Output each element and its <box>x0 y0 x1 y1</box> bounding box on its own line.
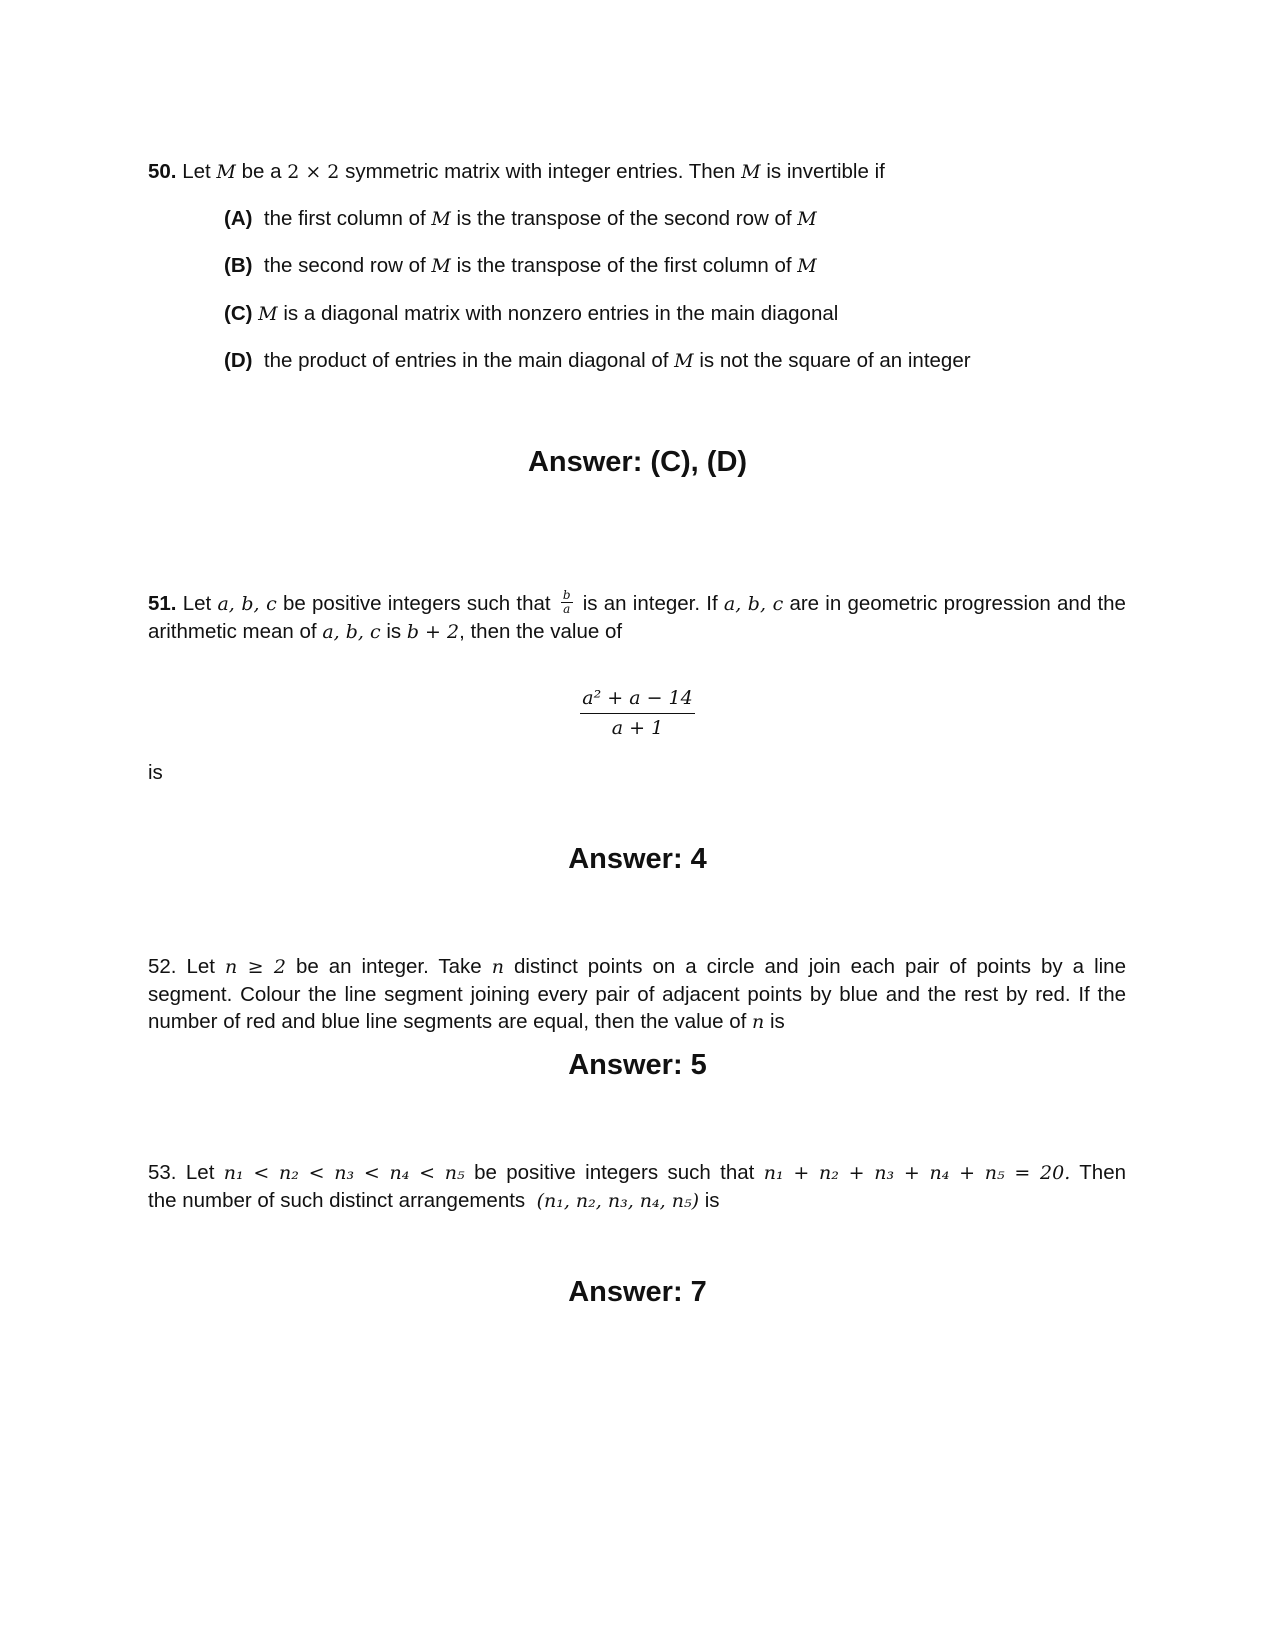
q50-var-m: M <box>216 161 236 183</box>
q52-line-1 <box>148 953 1126 981</box>
q51-line-2 <box>148 618 1126 646</box>
option-b-label: (B) <box>224 254 253 277</box>
q51-t2: be positive integers such that <box>283 592 551 615</box>
q52-n-2: n <box>752 1011 765 1033</box>
q50-option-c <box>224 300 838 328</box>
q51-line-1 <box>148 590 1126 618</box>
q51-stem <box>148 590 1126 646</box>
q51-expression <box>0 684 1275 742</box>
option-d-var-m: M <box>674 350 694 372</box>
q50-stem-d: is invertible if <box>766 160 885 183</box>
q51-abc-3: a, b, c <box>322 621 381 644</box>
option-b-text-b: is the transpose of the first column of <box>456 254 792 277</box>
option-c-var-m: M <box>258 303 278 325</box>
option-d-text-b: is not the square of an integer <box>699 349 971 372</box>
q52-line-2: segment. Colour the line segment joining every pair of adjacent points by blue and the rest by red. If the <box>148 983 1126 1006</box>
q51-frac-num: b <box>562 588 571 603</box>
q53-line2-a: the number of such distinct arrangements <box>148 1189 526 1212</box>
q50-stem <box>148 158 1126 186</box>
q51-expr-den: a + 1 <box>611 717 664 739</box>
q50-option-d <box>224 347 971 375</box>
q50-option-b <box>224 252 817 280</box>
option-c-text-b: is a diagonal matrix with nonzero entries in the main diagonal <box>283 302 839 325</box>
q51-t6: is <box>386 620 402 644</box>
q51-t7: , then the value of <box>459 620 623 644</box>
q53-answer: Answer: 7 <box>568 1276 707 1308</box>
q51-inline-fraction <box>561 589 573 616</box>
q53-line1-b: be positive integers such that <box>474 1161 755 1184</box>
q51-abc-2: a, b, c <box>723 593 784 615</box>
q53-line1-c: Then <box>1079 1161 1127 1184</box>
q51-abc: a, b, c <box>217 593 277 615</box>
q50-stem-a: Let <box>182 160 211 183</box>
option-d-text-a: the product of entries in the main diagonal of <box>263 349 669 372</box>
q51-is: is <box>148 761 163 784</box>
q50-stem-b: be a <box>241 160 282 183</box>
q51-answer: Answer: 4 <box>568 843 707 875</box>
q52-n: n <box>491 956 504 978</box>
q50-var-m-2: M <box>741 161 761 183</box>
q50-number: 50. <box>148 160 177 183</box>
q53-line2-b: is <box>704 1189 720 1212</box>
q51-t1: Let <box>182 592 212 615</box>
q50-option-a <box>224 205 817 233</box>
q52-stem <box>148 953 1126 1036</box>
q52-line1-a: 52. Let <box>148 955 215 978</box>
option-b-var-m: M <box>431 255 451 277</box>
q53-line-2 <box>148 1187 1126 1215</box>
q52-line-3 <box>148 1008 1126 1036</box>
q51-number: 51. <box>148 592 177 615</box>
q50-stem-c: symmetric matrix with integer entries. Then <box>345 160 736 183</box>
option-a-label: (A) <box>224 207 253 230</box>
option-a-text-b: is the transpose of the second row of <box>456 207 792 230</box>
q51-expr-num: a² + a − 14 <box>580 684 694 714</box>
q52-answer: Answer: 5 <box>568 1049 707 1081</box>
option-a-text-a: the first column of <box>263 207 426 230</box>
q52-line1-c: distinct points on a circle and join each pair of points by a line <box>513 955 1126 978</box>
q50-dims: 2 × 2 <box>287 161 340 183</box>
q53-ineq: n₁ < n₂ < n₃ < n₄ < n₅ <box>223 1162 465 1184</box>
q51-t5: arithmetic mean of <box>148 620 317 644</box>
q51-t4: are in geometric progression and the <box>789 592 1126 615</box>
q53-line1-a: 53. Let <box>148 1161 215 1184</box>
q51-bplus: b + 2 <box>406 621 460 644</box>
q52-line3-b: is <box>769 1010 785 1033</box>
option-b-text-a: the second row of <box>263 254 426 277</box>
q51-t3: is an integer. If <box>582 592 718 615</box>
option-c-label: (C) <box>224 302 253 325</box>
q53-tuple: (n₁, n₂, n₃, n₄, n₅) <box>536 1190 699 1212</box>
q51-frac-den: a <box>563 602 571 617</box>
option-a-var-m: M <box>431 208 451 230</box>
q52-line3-a: number of red and blue line segments are equal, then the value of <box>148 1010 747 1033</box>
q53-sum: n₁ + n₂ + n₃ + n₄ + n₅ = 20. <box>763 1162 1071 1184</box>
q52-cond: n ≥ 2 <box>225 956 286 978</box>
q52-line1-b: be an integer. Take <box>295 955 482 978</box>
option-a-var-m-2: M <box>797 208 817 230</box>
q53-line-1 <box>148 1159 1126 1187</box>
q53-stem <box>148 1159 1126 1215</box>
option-d-label: (D) <box>224 349 253 372</box>
option-b-var-m-2: M <box>797 255 817 277</box>
q50-answer: Answer: (C), (D) <box>527 446 748 478</box>
